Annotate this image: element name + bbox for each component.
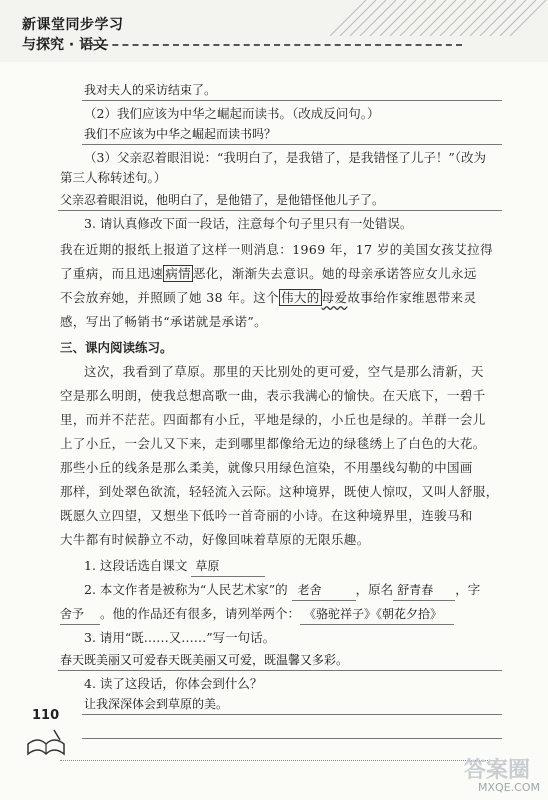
exercise-2-answer-courtesy: 舍予 [60,604,100,625]
answer-underline-2 [82,144,502,145]
exercise-4-underline-2 [82,738,502,739]
question-3-line-1: （3）父亲忍着眼泪说：“我明白了，是我错了，是我错怪了儿子！”（改为 [84,150,486,165]
answer-line-1: 我对夫人的采访结束了。 [84,83,217,97]
exercise-3: 3. 请用“既……又……”写一句话。 [84,630,276,645]
book-icon [24,724,68,760]
watermark-url: MXQE.COM [478,781,540,794]
correction-line-2 [60,264,477,284]
answer-underline-3 [58,210,502,211]
exercise-2-answer-name: 舒青春 [393,580,455,601]
header-hatch-pattern [330,0,548,36]
correction-line-3 [60,288,476,308]
question-3-line-2: 第三人称转述句。） [60,170,167,185]
correction-mark-box: 病情 [165,266,192,281]
correction-text: 故事给作家维恩带来灵 [347,290,477,305]
exercise-3-answer: 春天既美丽又可爱春天既美丽又可爱，既温馨又多彩。 [60,653,349,667]
correction-mark-wavy: 母爱 [321,290,348,305]
reading-line-8: 大牛都有时候静立不动，好像回味着草原的无限乐趣。 [60,532,370,547]
exercise-4-answer: 让我深深体会到草原的美。 [84,697,229,711]
question-2: （2）我们应该为中华之崛起而读书。（改成反问句。） [84,106,380,121]
exercise-2-line-1 [84,580,480,601]
correction-line-1: 我在近期的报纸上报道了这样一则消息：1969 年，17 岁的美国女孩艾拉得 [60,242,493,257]
answer-line-2: 我们不应该为中华之崛起而读书吗？ [84,127,277,141]
watermark-logo: 答案圈 [463,758,530,783]
reading-line-5: 那些小丘的线条是那么柔美，就像只用绿色渲染，不用墨线勾勒的中国画 [60,460,473,475]
correction-text: 恶化，渐渐失去意识。她的母亲承诺答应女儿永远 [193,266,477,281]
correction-line-4: 感，写出了畅销书“承诺就是承诺”。 [60,314,268,329]
exercise-2-line-2 [60,604,454,625]
page-number: 110 [32,708,60,723]
answer-underline-1 [82,100,502,101]
header-subtitle: 与探究 · 语文 [22,37,108,53]
exercise-2-prompt: ，字 [455,582,481,597]
correction-mark-box: 伟大的 [280,290,320,305]
header-divider [82,44,462,46]
exercise-2-prompt: 2. 本文作者是被称为“人民艺术家”的 [84,582,288,597]
correction-text: 不会放弃她，并照顾了她 38 年。这个 [60,290,279,305]
reading-line-3: 里，而并不茫茫。四面都有小丘，平地是绿的，小丘也是绿的。羊群一会儿 [60,412,486,427]
exercise-3-underline [58,670,502,671]
correction-text: 了重病，而且迅速 [60,266,164,281]
exercise-4-underline-1 [82,714,502,715]
exercise-1-answer: 草原 [191,556,265,577]
question-4: 3. 请认真修改下面一段话，注意每个句子里只有一处错误。 [84,216,413,231]
footer-dotted-rule [60,760,500,761]
reading-line-2: 空是那么明朗，使我总想高歌一曲，表示我满心的愉快。在天底下，一碧千 [60,388,486,403]
exercise-2-answer-author: 老舍 [292,580,356,601]
exercise-2-prompt: 。他的作品还有很多，请列举两个： [100,606,301,621]
exercise-2-prompt: ，原名 [355,582,394,597]
header-title: 新课堂同步学习 [22,17,124,33]
exercise-1-prompt: 1. 这段话选自课文 [84,558,188,573]
reading-line-1: 这次，我看到了草原。那里的天比别处的更可爱，空气是那么清新，天 [84,364,484,379]
exercise-2-answer-works: 《骆驼祥子》《朝花夕拾》 [300,604,454,625]
reading-line-4: 上了小丘，一会儿又下来，走到哪里都像给无边的绿毯绣上了白色的大花。 [60,436,486,451]
reading-line-7: 既愿久立四望，又想坐下低吟一首奇丽的小诗。在这种境界里，连骏马和 [60,508,473,523]
exercise-4: 4. 读了这段话，你体会到什么？ [84,676,263,691]
section-3-heading: 三、课内阅读练习。 [60,340,173,355]
answer-line-3: 父亲忍着眼泪说，他明白了，是他错了，是他错怪他儿子了。 [60,193,385,207]
exercise-1 [84,556,265,577]
reading-line-6: 那样，到处翠色欲流，轻轻流入云际。这种境界，既使人惊叹，又叫人舒服， [60,484,499,499]
